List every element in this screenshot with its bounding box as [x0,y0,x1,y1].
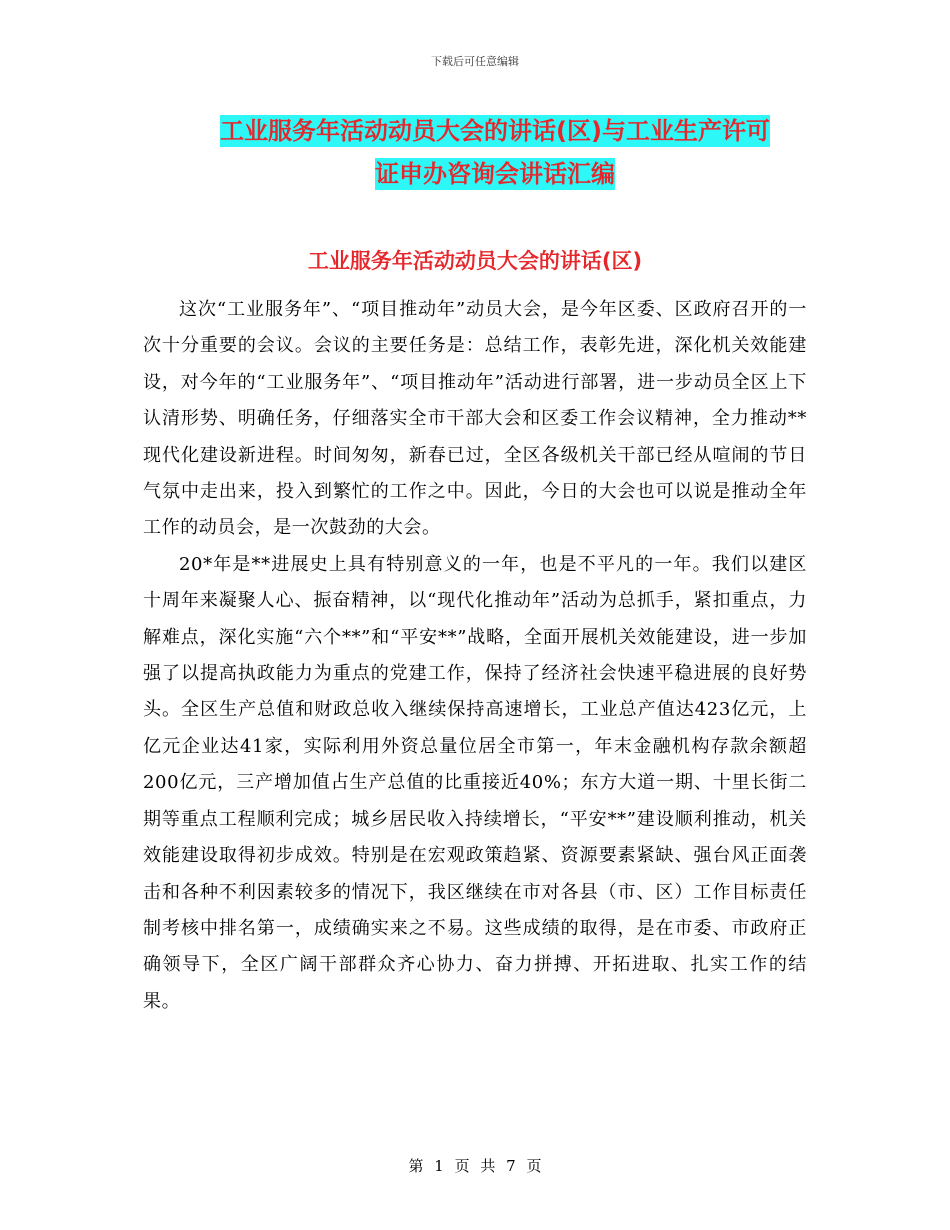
page-footer: 第 1 页 共 7 页 [408,1157,542,1175]
body-paragraph-2: 20*年是**进展史上具有特别意义的一年，也是不平凡的一年。我们以建区十周年来凝聚人心、振奋精神，以“现代化推动年”活动为总抓手，紧扣重点，力解难点，深化实施“六个**”和“平安**”战略，全面开展机关效能建设，进一步加强了以提高执政能力为重点的党建工作，保持了经济社会快速平稳进展的良好势头。全区生产总值和财政总收入继续保持高速增长，工业总产值达423亿元，上亿元企业达41家，实际利用外资总量位居全市第一，年末金融机构存款余额超200亿元，三产增加值占生产总值的比重接近40%；东方大道一期、十里长街二期等重点工程顺利完成；城乡居民收入持续增长，“平安**”建设顺利推动，机关效能建设取得初步成效。特别是在宏观政策趋紧、资源要素紧缺、强台风正面袭击和各种不利因素较多的情况下，我区继续在市对各县（市、区）工作目标责任制考核中排名第一，成绩确实来之不易。这些成绩的取得，是在市委、市政府正确领导下，全区广阔干部群众齐心协力、奋力拼搏、开拓进取、扎实工作的结果。 [143,553,807,1012]
document-title [140,110,850,196]
document-body [143,292,807,1020]
page-header-note: 下载后可任意编辑 [431,55,519,68]
document-title-line-2: 证申办咨询会讲话汇编 [375,160,615,188]
section-title: 工业服务年活动动员大会的讲话(区) [307,249,643,273]
document-title-line-1: 工业服务年活动动员大会的讲话(区)与工业生产许可 [220,117,770,145]
body-paragraph-1: 这次“工业服务年”、“项目推动年”动员大会，是今年区委、区政府召开的一次十分重要的会议。会议的主要任务是：总结工作，表彰先进，深化机关效能建设，对今年的“工业服务年”、“项目推动年”活动进行部署，进一步动员全区上下认清形势、明确任务，仔细落实全市干部大会和区委工作会议精神，全力推动**现代化建设新进程。时间匆匆，新春已过，全区各级机关干部已经从喧闹的节日气氛中走出来，投入到繁忙的工作之中。因此，今日的大会也可以说是推动全年工作的动员会，是一次鼓劲的大会。 [143,299,807,539]
